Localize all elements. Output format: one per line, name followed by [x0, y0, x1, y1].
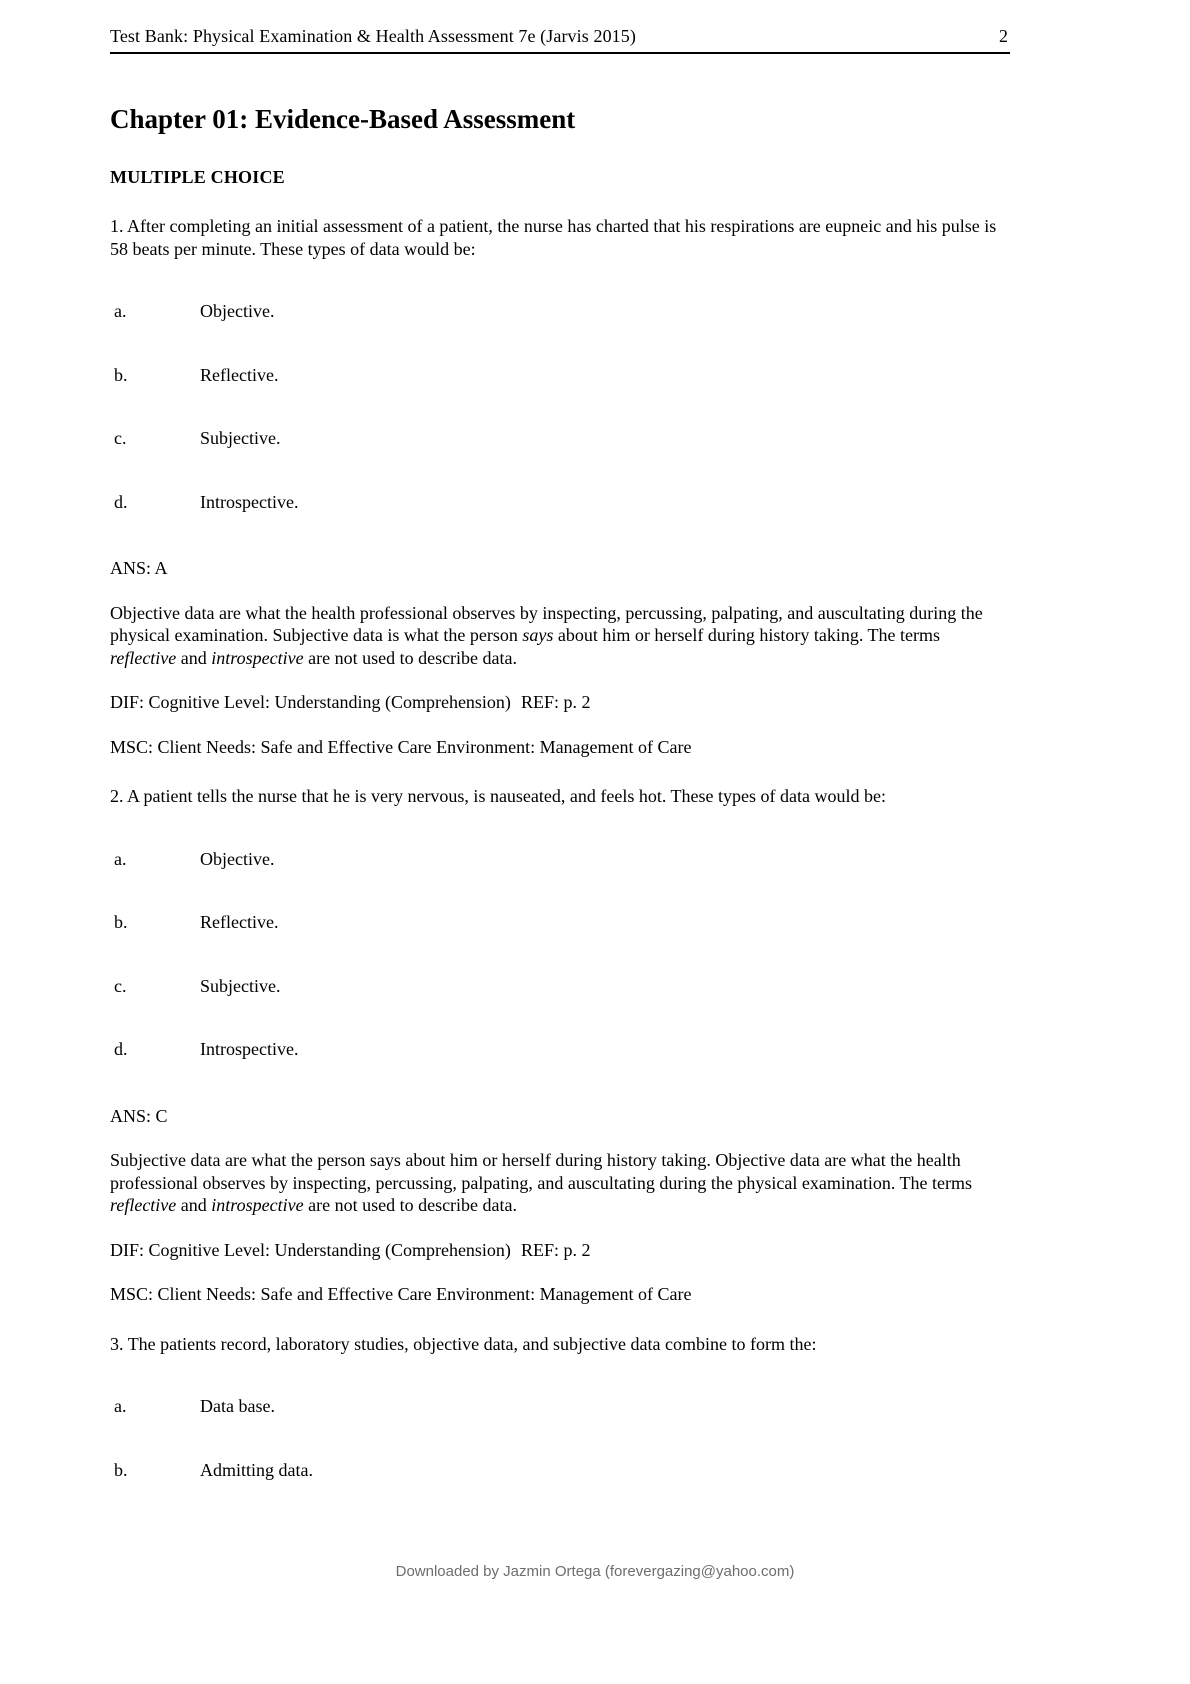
dif-line: [110, 691, 1010, 714]
option-letter: b.: [114, 364, 128, 385]
dif-text: DIF: Cognitive Level: Understanding (Comprehension): [110, 1239, 511, 1260]
option-letter: a.: [114, 848, 127, 869]
option-text: Data base.: [200, 1396, 275, 1416]
question-text: The patients record, laboratory studies, objective data, and subjective data combine to form the:: [127, 1333, 817, 1354]
ref-text: REF: p. 2: [520, 1239, 591, 1260]
option-d: [110, 491, 1010, 514]
rationale-text: Objective data are what the health professional observes by inspecting, percussing, palpating, and auscultating during the physical examination. Subjective data is what the person says about him or herself during history taking. The terms reflective and introspective are not used to describe data.: [110, 602, 983, 668]
question-text: A patient tells the nurse that he is very nervous, is nauseated, and feels hot. These types of data would be:: [127, 786, 886, 806]
rationale-text: Subjective data are what the person says about him or herself during history taking. Objective data are what the health professional observes by inspecting, percussing, palpating, and auscultating during the physical examination. The terms reflective and introspective are not used to describe data.: [110, 1150, 972, 1215]
question-text: After completing an initial assessment of a patient, the nurse has charted that his respirations are eupneic and his pulse is 58 beats per minute. These types of data would be:: [110, 216, 997, 259]
option-letter: d.: [114, 491, 128, 512]
question-number: 2.: [110, 786, 124, 806]
option-text: Reflective.: [200, 364, 279, 385]
option-text: Admitting data.: [200, 1459, 313, 1480]
question-number: 3.: [110, 1333, 124, 1354]
dif-line: [110, 1239, 1010, 1262]
question-block-3: [110, 1333, 1010, 1482]
dif-text: DIF: Cognitive Level: Understanding (Comprehension): [110, 692, 511, 712]
option-a: [110, 848, 1010, 871]
option-letter: b.: [114, 1459, 128, 1480]
option-text: Objective.: [200, 301, 275, 321]
question-stem: [110, 785, 1010, 808]
question-number: 1.: [110, 216, 124, 236]
option-c: [110, 975, 1010, 998]
msc-line: MSC: Client Needs: Safe and Effective Care Environment: Management of Care: [110, 736, 692, 757]
option-a: [110, 300, 1010, 323]
question-stem: [110, 215, 1010, 260]
option-letter: d.: [114, 1039, 128, 1059]
options-list: [110, 1395, 1010, 1481]
option-b: [110, 911, 1010, 934]
chapter-title: Chapter 01: Evidence-Based Assessment: [110, 104, 576, 134]
page-footer: Downloaded by Jazmin Ortega (forevergazing@yahoo.com): [395, 1563, 795, 1580]
option-text: Introspective.: [200, 1039, 299, 1059]
page-header: [110, 26, 1010, 54]
option-letter: b.: [114, 912, 128, 932]
msc-line: MSC: Client Needs: Safe and Effective Care Environment: Management of Care: [110, 1284, 692, 1304]
option-text: Objective.: [200, 848, 275, 869]
header-title: Test Bank: Physical Examination & Health Assessment 7e (Jarvis 2015): [110, 26, 636, 46]
header-page-number: 2: [999, 26, 1008, 46]
option-d: [110, 1038, 1010, 1061]
option-text: Subjective.: [200, 428, 281, 448]
question-block-1: [110, 215, 1010, 758]
option-letter: c.: [114, 975, 127, 996]
option-b: [110, 364, 1010, 387]
option-b: [110, 1459, 1010, 1482]
option-c: [110, 427, 1010, 450]
option-text: Reflective.: [200, 912, 279, 932]
option-text: Subjective.: [200, 975, 281, 996]
question-stem: [110, 1333, 1010, 1356]
option-text: Introspective.: [200, 491, 299, 512]
question-block-2: [110, 785, 1010, 1306]
answer-line: ANS: C: [110, 1105, 168, 1126]
option-letter: a.: [114, 1396, 127, 1416]
option-letter: c.: [114, 428, 127, 448]
section-heading: MULTIPLE CHOICE: [110, 167, 285, 187]
options-list: [110, 300, 1010, 513]
option-a: [110, 1395, 1010, 1418]
option-letter: a.: [114, 301, 127, 321]
ref-text: REF: p. 2: [520, 692, 591, 712]
options-list: [110, 848, 1010, 1061]
answer-line: ANS: A: [110, 558, 168, 578]
